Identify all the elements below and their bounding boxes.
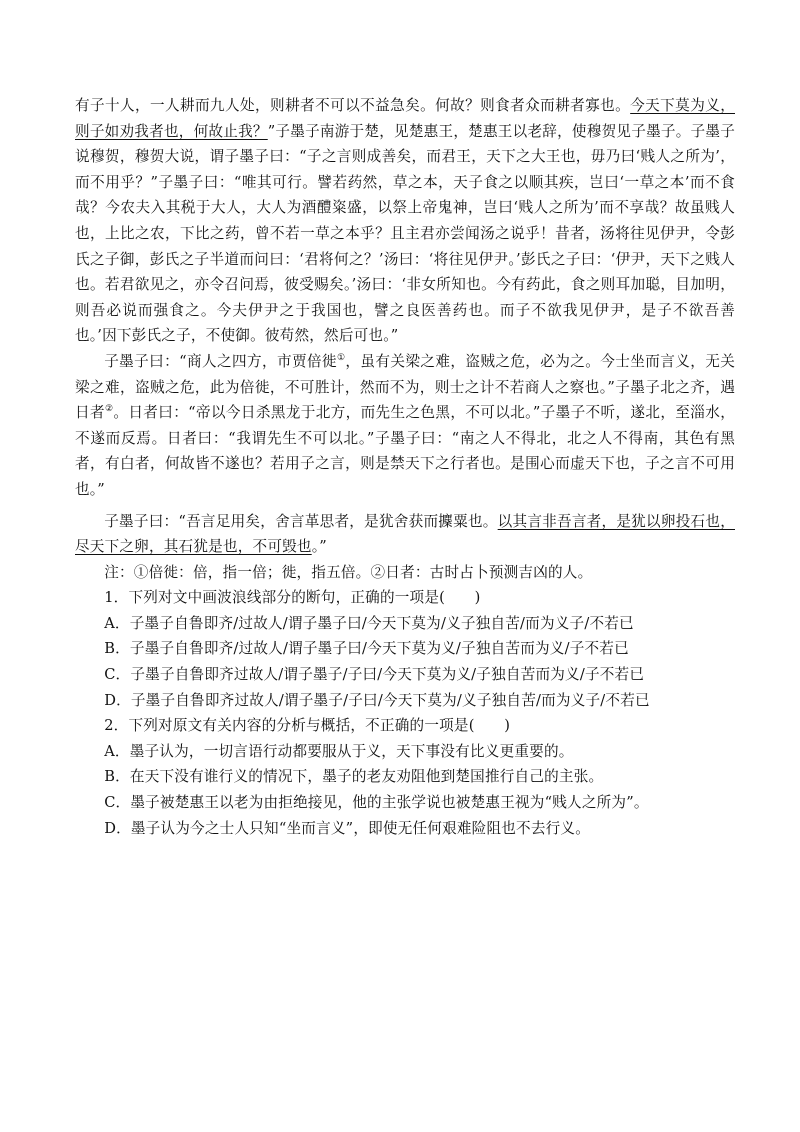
- option-c[interactable]: C．子墨子自鲁即齐过故人/谓子墨子/子曰/今天下莫为义/子独自苦而为义/子不若已: [104, 666, 645, 684]
- option-d[interactable]: D．子墨子自鲁即齐过故人/谓子墨子/子曰/今天下莫为/义子独自苦/而为义子/不若已: [104, 691, 650, 709]
- passage-text: ，虽有关梁之难，盗贼之危，必为之。今士坐而言义，无关梁之难，盗贼之危，此为倍徙，不可胜计，然而不为，则士之计不若商人之察也。”子墨子北之齐，遇日者: [75, 352, 735, 422]
- underlined-text: 以其言非吾言者，是犹以卵投石也，尽天下之卵，其石犹是也，不可毁也: [75, 512, 735, 556]
- passage-paragraph-3: [75, 509, 735, 560]
- passage-text: 子墨子曰：“商人之四方，市贾倍徙: [104, 352, 337, 370]
- option-b[interactable]: B．在天下没有谁行义的情况下，墨子的老友劝阻他到楚国推行自己的主张。: [104, 768, 604, 786]
- passage-text: ”子墨子南游于楚，见楚惠王，楚惠王以老辞，使穆贺见子墨子。子墨子说穆贺，穆贺大说，谓子墨子曰：“子之言则成善矣，而君王，天下之大王也，毋乃曰‘贱人之所为’，而不用乎？”子墨子曰：“唯其可行。譬若药然，草之本，天子食之以顺其疾，岂曰‘一草之本’而不食哉？今农夫入其税于大人，大人为酒醴粢盛，以祭上帝鬼神，岂曰‘贱人之所为’而不享哉？故虽贱人也，上比之农，下比之药，曾不若一草之本乎？且主君亦尝闻汤之说乎！昔者，汤将往见伊尹，令彭氏之子御，彭氏之子半道而问曰：‘君将何之？’汤曰：‘将往见伊尹。’彭氏之子曰：‘伊尹，天下之贱人也。若君欲见之，亦令召问焉，彼受赐矣。’汤曰：‘非女所知也。今有药此，食之则耳加聪，目加明，则吾必说而强食之。今夫伊尹之于我国也，譬之良医善药也。而子不欲我见伊尹，是子不欲吾善也。’因下彭氏之子，不使御。彼苟然，然后可也。”: [75, 122, 735, 345]
- question-1: [75, 585, 735, 713]
- question-stem: 2．下列对原文有关内容的分析与概括，不正确的一项是( ): [104, 717, 511, 735]
- option-d[interactable]: D．墨子认为今之士人只知“坐而言义”，即使无任何艰难险阻也不去行义。: [104, 819, 591, 837]
- document-page: [75, 93, 735, 841]
- passage-text: 子墨子曰：“吾言足用矣，舍言革思者，是犹舍获而攈粟也。: [104, 512, 498, 530]
- footnote-marker: ②: [104, 404, 114, 415]
- question-2: [75, 713, 735, 841]
- underlined-text: 今天下莫为义，则子如劝我者也，何故止我？: [75, 97, 735, 140]
- passage-text: 。”: [311, 538, 327, 556]
- footnote-marker: ①: [336, 353, 346, 364]
- option-c[interactable]: C．墨子被楚惠王以老为由拒绝接见，他的主张学说也被楚惠王视为“贱人之所为”。: [104, 794, 649, 812]
- option-b[interactable]: B．子墨子自鲁即齐/过故人/谓子墨子曰/今天下莫为义/子独自苦而为义/子不若已: [104, 640, 629, 658]
- question-stem: 1．下列对文中画波浪线部分的断句，正确的一项是( ): [104, 589, 481, 607]
- option-a[interactable]: A．子墨子自鲁即齐/过故人/谓子墨子曰/今天下莫为/义子独自苦/而为义子/不若已: [104, 614, 634, 632]
- option-a[interactable]: A．墨子认为，一切言语行动都要服从于义，天下事没有比义更重要的。: [104, 742, 574, 760]
- passage-text: 有子十人，一人耕而九人处，则耕者不可以不益急矣。何故？则食者众而耕者寡也。: [75, 97, 631, 114]
- passage-paragraph-1: [75, 93, 735, 349]
- passage-paragraph-2: [75, 349, 735, 503]
- footnote: 注：①倍徙：倍，指一倍；徙，指五倍。②日者：古时占卜预测吉凶的人。: [104, 563, 593, 581]
- passage-text: 。日者曰：“帝以今日杀黑龙于北方，而先生之色黑，不可以北。”子墨子不听，遂北，至淄水，不遂而反焉。日者曰：“我谓先生不可以北。”子墨子曰：“南之人不得北，北之人不得南，其色有黑者，有白者，何故皆不遂也？若用子之言，则是禁天下之行者也。是围心而虚天下也，子之言不可用也。”: [75, 404, 735, 498]
